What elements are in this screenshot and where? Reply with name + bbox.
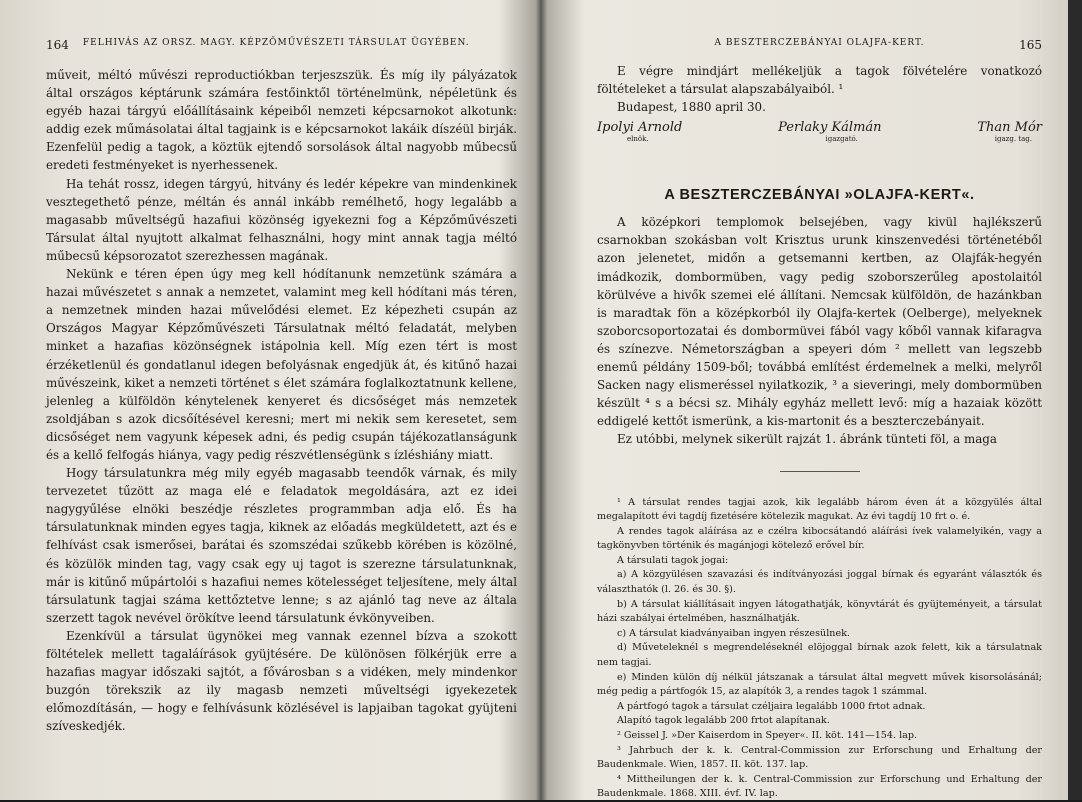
signature-roles xyxy=(597,135,1042,143)
footnote: A rendes tagok aláírása az e czélra kibocsátandó aláírási ívek valamelyikén, vagy a tagkönyvben történik és magánjogi kötelező erővel bír. xyxy=(597,525,1042,552)
left-page-body xyxy=(46,66,517,735)
paragraph: Nekünk e téren épen úgy meg kell hódítanunk nemzetünk számára a hazai művészetet s annak a nemzetet, valamint meg kell hódítani más téren, a nemzetnek minden hazai művelődési elemet. Ez képezheti csupán az Országos Magyar Képzőművészeti Társulatnak méltó feladatát, melyben minket a hazafias közönségnek istápolnia kell. Míg ezen tért is most érzéketlenül és gondatlanul idegen befolyásnak engedjük át, és kitűnő hazai művészeink, kiket a nemzeti történet s élet számára foglalkoztatnunk kellene, jelenleg a külföldön kénytelenek kenyeret és dicsőséget más nemzetek zsoldjában s azok dicsőítésével keresni; mert mi nekik sem keresetet, sem dicsőséget nem vagyunk képesek adni, és pedig csupán tájékozatlanságunk és a kellő felfogás hiánya, vagy pedig részvétlenségünk s ízléshiány miatt. xyxy=(46,267,517,462)
footnote: Alapító tagok legalább 200 frtot alapítanak. xyxy=(617,715,830,727)
left-running-head xyxy=(46,38,517,52)
footnote: d) Műveteleknél s megrendeléseknél elöjoggal bírnak azok felett, kik a társulatnak nem tagjai. xyxy=(597,642,1042,669)
signature-role: igazg. tag. xyxy=(994,135,1032,144)
footnote: ² Geissel J. »Der Kaiserdom in Speyer«. II. köt. 141—154. lap. xyxy=(617,730,918,741)
footnote: A társulati tagok jogai: xyxy=(617,554,729,566)
right-running-head xyxy=(597,38,1042,52)
signature-name: Ipolyi Arnold xyxy=(597,120,683,136)
signature-name: Than Mór xyxy=(977,120,1042,136)
footnote: A pártfogó tagok a társulat czéljaira legalább 1000 frtot adnak. xyxy=(617,700,926,712)
right-running-head-text: A BESZTERCZEBÁNYAI OLAJFA-KERT. xyxy=(714,38,925,48)
footnote: a) A közgyülésen szavazási és indítványozási joggal bírnak és egyaránt választók és választhatók (l. 26. és 30. §). xyxy=(597,569,1042,596)
paragraph: A középkori templomok belsejében, vagy kivül hajlékszerű csarnokban szokásban volt Krisztus urunk kinszenvedési történetéből azon jelenetet, midőn a getsemanni kertben, az Olajfák-hegyén imádkozik, dombormüben, vagy pedig szoborszerűleg apostolaitól körülvéve a hivők szemei elé állítani. Nemcsak külföldön, de hazánkban is maradtak fön a középkorból ily Olajfa-kertek (Oelberge), melyeknek szoborcsoportozatai és dombormüvei fából vagy kőből vannak kifaragva és színezve. Németországban a speyeri dóm ² mellett van legszebb enemű példány 1509-ből; továbbá említést érdemelnek a melki, melyről Sacken nagy elismeréssel nyilatkozik, ³ a sieveringi, mely dombormüben készült ⁴ s a bécsi sz. Mihály egyház mellett levő: míg a hazaiak között eddigelé kettőt ismerünk, a kis-martonit és a beszterczebányait. xyxy=(597,215,1042,429)
paragraph: Ha tehát rossz, idegen tárgyú, hitvány és ledér képekre van mindenkinek vesztegethető pénze, méltán és annál inkább remélhető, hogy legalább a magasabb műveltségű hazafiui közönség igyekezni fog a Képzőművészeti Társulat által nyujtott alkalmat felhasználni, hogy mint annak tagja méltó műbecsű képsorozatot szerezhessen magának. xyxy=(46,176,517,263)
article-body xyxy=(597,213,1042,448)
right-page xyxy=(547,0,1082,800)
paragraph: Hogy társulatunkra még mily egyéb magasabb teendők várnak, és mily tervezetet tűzött az maga elé e feladatok megoldására, azt ez idei nagygyűlése elnöki beszédje részletes programmban adja elő. És ha társulatunknak minden egyes tagja, kiknek az előadás megküldetett, azt és e felhívást csak ismerősei, barátai és szomszédai szűkebb körében is közölné, és közülök minden tag, vagy csak egy uj tagot is szerezne társulatunknak, már is kitűnő műpártolói s hazafiui nemes kötelességet teljesítene, mely által társulatunk tagjai száma kettőztetve lenne; s az ajánló tag neve az általa szerzett tagok nevével örökítve leend társulatunk évkönyveiben. xyxy=(46,466,517,625)
paragraph: Ezenkívül a társulat ügynökei meg vannak ezennel bízva a szokott föltételek mellett tagaláírások gyüjtésére. De különösen fölkérjük erre a hazafias magyar időszaki sajtót, a fővárosban s a vidéken, mely mindenkor buzgón törekszik az ily magasb nemzeti műveltségi igyekezetek előmozdításán, — hogy e felhívásunk közlésével is lapjaiban tagokat gyüjteni szíveskedjék. xyxy=(46,628,517,734)
signature-role: elnök. xyxy=(627,135,649,144)
footnote: e) Minden külön díj nélkül játszanak a társulat által megvett művek kisorsolásánál; még pedig a pártfogók 15, az alapítók 3, a rendes tagok 1 számmal. xyxy=(597,671,1042,698)
footnote-rule xyxy=(780,471,860,472)
paragraph: Ez utóbbi, melynek sikerült rajzát 1. ábránk tünteti föl, a maga xyxy=(617,432,998,447)
signature-name: Perlaky Kálmán xyxy=(778,120,882,136)
footnote: c) A társulat kiadványaiban ingyen részesülnek. xyxy=(617,627,850,639)
footnote: ⁴ Mittheilungen der k. k. Central-Commission zur Erforschung und Erhaltung der Baudenkmale. 1868. XIII. évf. IV. lap. xyxy=(597,773,1042,800)
left-running-head-text: FELHIVÁS AZ ORSZ. MAGY. KÉPZŐMŰVÉSZETI TÁRSULAT ÜGYÉBEN. xyxy=(82,38,470,48)
footnote: ³ Jahrbuch der k. k. Central-Commission zur Erforschung und Erhaltung der Baudenkmale. Wien, 1857. II. köt. 137. lap. xyxy=(597,744,1042,771)
footnotes xyxy=(597,496,1042,802)
paragraph: Budapest, 1880 april 30. xyxy=(617,100,766,115)
footnote: b) A társulat kiállításait ingyen látogathatják, könyvtárát és gyüjteményeit, a társulat házi szabályai értelmében, használhatják. xyxy=(597,598,1042,625)
article-title: A BESZTERCZEBÁNYAI »OLAJFA-KERT«. xyxy=(664,187,975,204)
right-edge-shadow xyxy=(1068,0,1082,800)
right-intro-text xyxy=(597,62,1042,116)
left-page-number: 164 xyxy=(46,38,69,52)
signature-names xyxy=(597,120,1042,135)
paragraph: E végre mindjárt mellékeljük a tagok fölvételére vonatkozó föltételeket a társulat alapszabályaiból. ¹ xyxy=(597,64,1042,97)
paragraph: műveit, méltó művészi reproductiókban terjeszszük. És míg ily pályázatok által országos képtárunk számára festőinktől történelmünk, népéletünk és egyéb hazai tárgyú előállításaink képeiből nemzeti képcsarnokot alkotunk: addig ezek műmásolatai által tagjaink is e képcsarnokot lakáik díszéül birják. Ezenfelül pedig a tagok, a köztük ejtendő sorsolások által nagyobb műbecsű eredeti festményeket is nyerhessenek. xyxy=(46,68,517,173)
right-page-number: 165 xyxy=(1019,38,1042,52)
left-page xyxy=(0,0,535,800)
signature-role: igazgató. xyxy=(825,135,858,144)
footnote: ¹ A társulat rendes tagjai azok, kik legalább három éven át a közgyülés által megalapított évi tagdíj fizetésére kötelezik magukat. Az évi tagdíj 10 frt o. é. xyxy=(597,496,1042,523)
